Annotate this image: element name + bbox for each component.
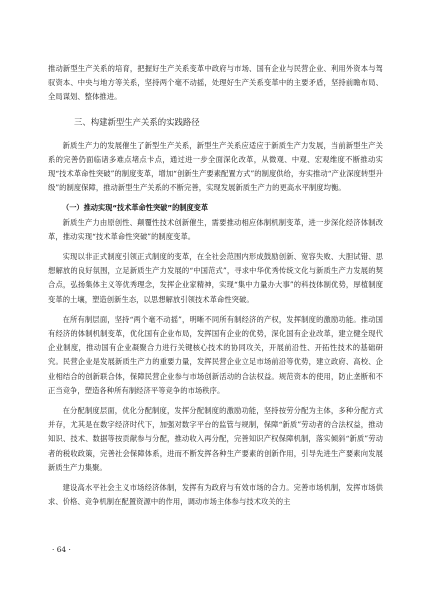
document-page — [48, 62, 383, 509]
section-title: 三、构建新型生产关系的实践路径 — [74, 116, 200, 127]
paragraph-overview: 新质生产力的发展催生了新型生产关系，新型生产关系应适应于新质生产力发展，当前新型生产关系的完善仍面临诸多难点堵点卡点，通过进一步全面深化改革，从微观、中观、宏观维度不断推动实现“技术革命性突破”的制度变革，增加“创新生产要素配置方式”的制度供给，夯实推动“产业深度转型升级”的制度保障，推动新型生产关系的不断完善，实现发展新质生产力的更高水平制度均衡。 — [48, 140, 383, 193]
paragraph-market-system: 建设高水平社会主义市场经济体制，发挥有为政府与有效市场的合力。完善市场机制，发挥市场供求、价格、竞争机制在配置资源中的作用，调动市场主体参与技术攻关的主 — [48, 483, 383, 507]
sub-heading-1: （一）推动实现“技术革命性突破”的制度变革 — [62, 203, 209, 213]
page-number: · 64 · — [52, 545, 71, 554]
paragraph-tech-breakthrough: 新质生产力由原创性、颠覆性技术创新催生，需要推动相应体制机制变革，进一步深化经济体制改革，推动实现“技术革命性突破”的制度变革。 — [48, 217, 383, 241]
paragraph-ownership: 在所有制层面，坚持“两个毫不动摇”，明晰不同所有制经济的产权，发挥制度的激励功能。推动国有经济的体制机制变革，优化国有企业布局，发挥国有企业的优势，深化国有企业改革，建立健全现代企业制度，推动国有企业凝聚合力进行关键核心技术的协同攻关，开展前沿性、开拓性技术的基础研究。民营企业是发展新质生产力的重要力量，发挥民营企业立足市场前沿等优势，建立政府、高校、企业相结合的创新联合体，保障民营企业参与市场创新活动的合法权益。规范资本的使用，防止垄断和不正当竞争，塑造各种所有制经济平等竞争的市场秩序。 — [48, 314, 383, 395]
paragraph-distribution: 在分配制度层面，优化分配制度，发挥分配制度的激励功能，坚持按劳分配为主体，多种分配方式并存，尤其是在数字经济时代下，加强对数字平台的监管与规制，保障“新质”劳动者的合法权益，推动知识、技术、数据等按贡献参与分配，推动收入再分配，完善知识产权保障机制，落实倾斜“新质”劳动者的税收政策，完善社会保障体系，进而不断发挥各种生产要素的创新作用，引导先进生产要素向发展新质生产力集聚。 — [48, 406, 383, 472]
paragraph-informal-institutions: 实现以非正式制度引领正式制度的变革，在全社会范围内形成鼓励创新、宽容失败、大胆试错、思想解放的良好氛围，立足新质生产力发展的“中国范式”，寻求中华优秀传统文化与新质生产力发展的契合点，弘扬集体主义等优秀理念，发挥企业家精神，实现“集中力量办大事”的科技体制优势，厚植制度变革的土壤，塑造创新生态，以思想解放引领技术革命性突破。 — [48, 252, 383, 304]
paragraph-intro: 推动新型生产关系的培育，把握好生产关系变革中政府与市场、国有企业与民营企业、利用外资本与驾驭资本、中央与地方等关系，坚持两个毫不动摇，处理好生产关系变革中的主要矛盾，坚持前瞻布局、全局谋划、整体推进。 — [48, 64, 383, 102]
